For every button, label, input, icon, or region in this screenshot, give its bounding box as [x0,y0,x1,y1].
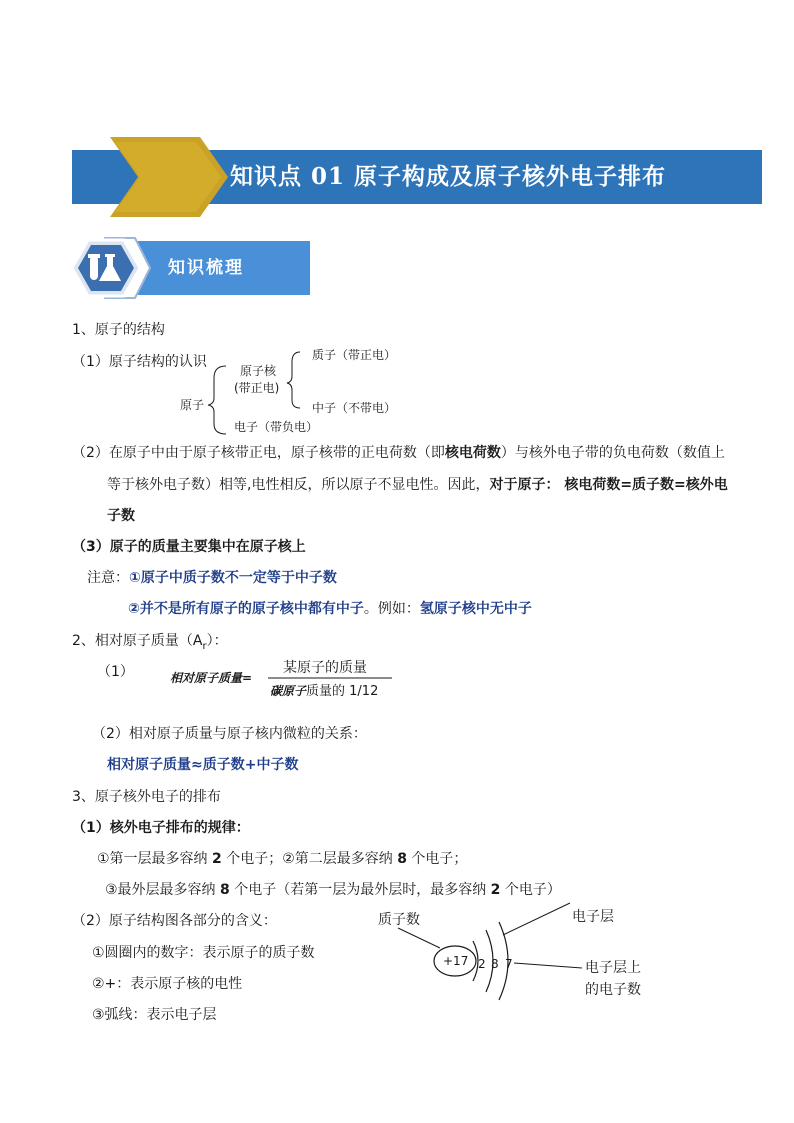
tree-neutron: 中子（不带电） [312,401,397,415]
paragraph: （1）核外电子排布的规律： [72,820,250,836]
section-heading: 3、原子核外电子的排布 [72,789,221,805]
tree-proton: 质子（带正电） [312,348,397,362]
electron-count-3: 7 [505,957,513,971]
relation: 相对原子质量≈质子数+中子数 [107,757,299,773]
section-heading: 1、原子的结构 [72,322,165,338]
formula-denominator: 碳原子质量的 1/12 [270,684,379,699]
rule: ①第一层最多容纳 2 个电子；②第二层最多容纳 8 个电子； [97,851,468,867]
note: 注意：①原子中质子数不一定等于中子数 [87,570,337,586]
tree-nucleus: 原子核 [240,364,277,378]
paragraph: （2）在原子中由于原子核带正电，原子核带的正电荷数（即核电荷数）与核外电子带的负电荷数（数值上 [72,445,725,461]
label-electron-count: 的电子数 [585,982,641,998]
paragraph: （1） [97,664,134,680]
tree-root: 原子 [180,398,205,412]
rule: ③最外层最多容纳 8 个电子（若第一层为最外层时，最多容纳 2 个电子） [105,882,561,898]
paragraph: （2）相对原子质量与原子核内微粒的关系： [92,726,367,742]
section-heading: 2、相对原子质量$(A_r)$： [72,633,228,652]
page-title: 知识点 01 原子构成及原子核外电子排布 [230,163,667,190]
label-electron-count: 电子层上 [585,960,641,976]
meaning-item: ①圆圈内的数字：表示原子的质子数 [92,945,315,961]
meaning-item: ②+：表示原子核的电性 [92,976,243,992]
paragraph: 等于核外电子数）相等,电性相反，所以原子不显电性。因此，对于原子： 核电荷数=质子数=核外电 [107,477,728,493]
formula-lhs: 相对原子质量= [170,671,253,685]
label-proton-count: 质子数 [378,912,420,928]
electron-count-1: 2 [478,957,486,971]
section-title: 知识梳理 [168,258,244,278]
paragraph: （3）原子的质量主要集中在原子核上 [72,539,306,555]
nucleus-charge-label: +17 [443,954,469,968]
electron-count-2: 8 [491,957,499,971]
paragraph: （1）原子结构的认识 [72,354,207,370]
tree-nucleus-charge: (带正电) [234,381,280,395]
meaning-item: ③弧线：表示电子层 [92,1007,217,1023]
label-electron-layer: 电子层 [572,909,614,925]
paragraph: 子数 [107,508,135,524]
tree-electron: 电子（带负电） [234,420,319,434]
paragraph: （2）原子结构图各部分的含义： [72,913,277,929]
note: ②并不是所有原子的原子核中都有中子。例如：氢原子核中无中子 [128,601,532,617]
formula-numerator: 某原子的质量 [283,660,367,676]
